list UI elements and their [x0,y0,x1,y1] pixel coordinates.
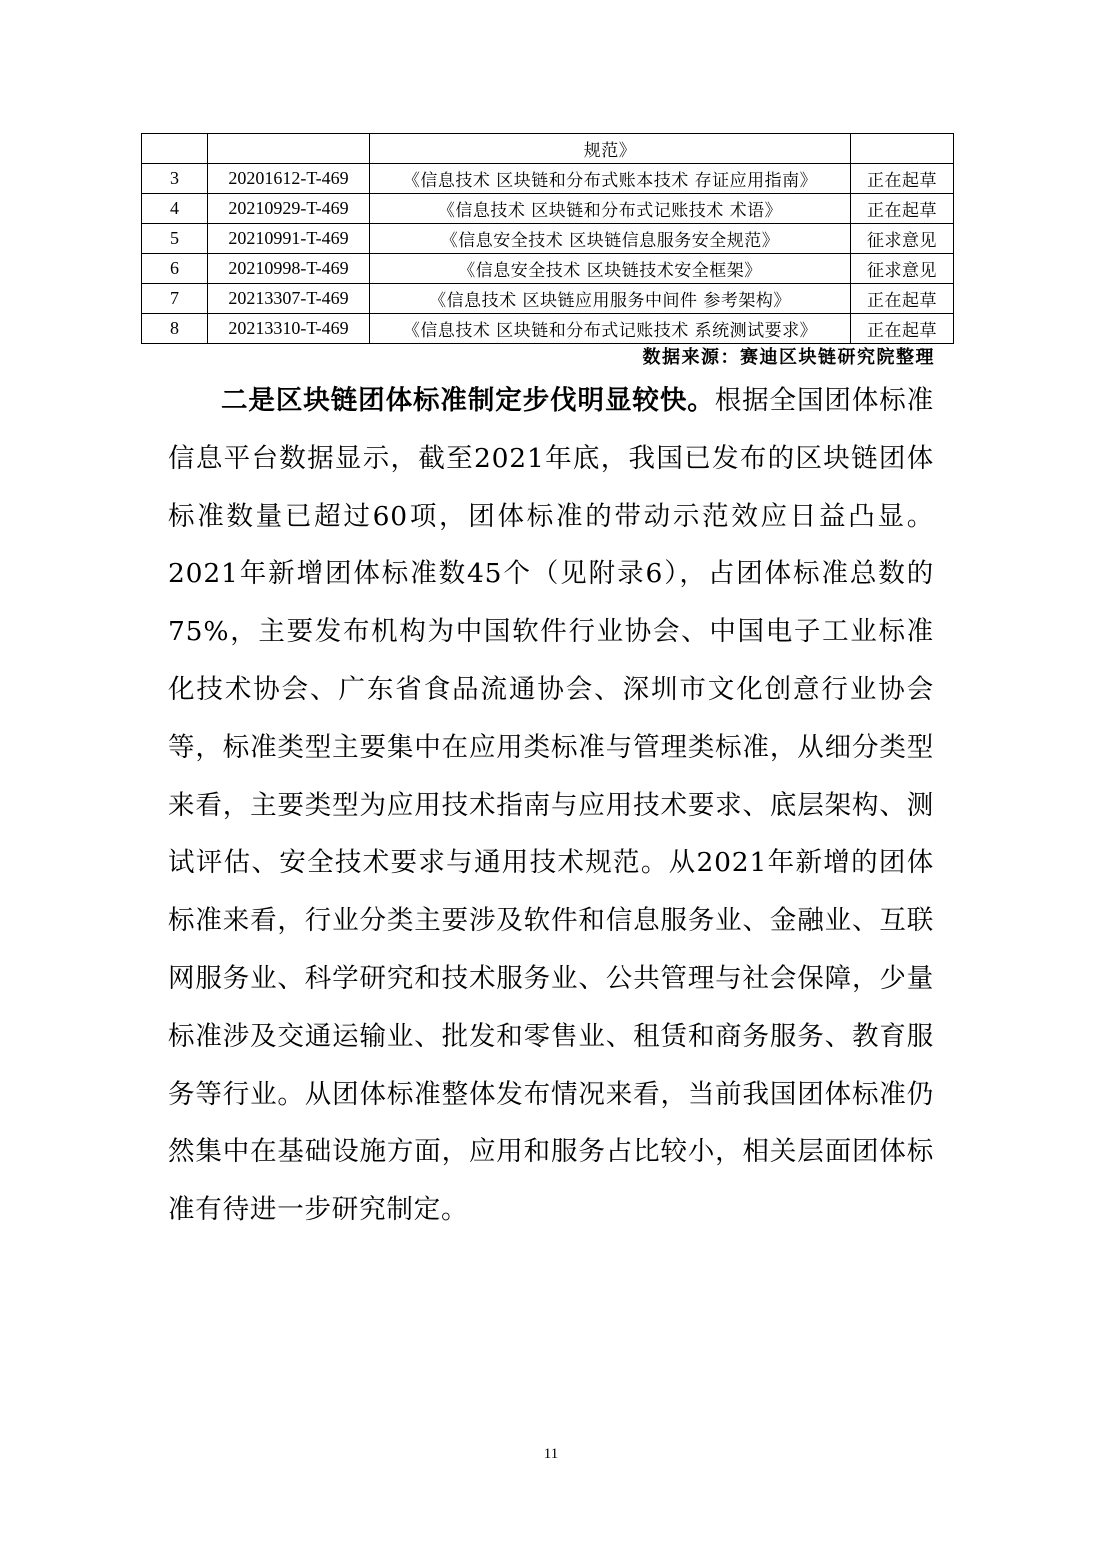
status: 正在起草 [851,194,954,224]
plan-code [208,134,370,164]
standards-table [141,133,954,344]
table-row [142,224,954,254]
standard-title: 《信息技术 区块链和分布式账本技术 存证应用指南》 [370,164,851,194]
standard-title: 《信息安全技术 区块链技术安全框架》 [370,254,851,284]
status: 正在起草 [851,284,954,314]
table-row [142,254,954,284]
plan-code: 20213310-T-469 [208,314,370,344]
standard-title: 《信息技术 区块链应用服务中间件 参考架构》 [370,284,851,314]
table-row [142,314,954,344]
standard-title: 《信息技术 区块链和分布式记账技术 系统测试要求》 [370,314,851,344]
plan-code: 20201612-T-469 [208,164,370,194]
data-source-note: 数据来源：赛迪区块链研究院整理 [642,347,935,368]
status: 征求意见 [851,254,954,284]
row-number: 7 [142,284,208,314]
standard-title: 规范》 [370,134,851,164]
row-number: 4 [142,194,208,224]
standard-title: 《信息安全技术 区块链信息服务安全规范》 [370,224,851,254]
standard-title: 《信息技术 区块链和分布式记账技术 术语》 [370,194,851,224]
table-row [142,284,954,314]
table-row [142,134,954,164]
status: 正在起草 [851,314,954,344]
row-number: 3 [142,164,208,194]
row-number [142,134,208,164]
status: 征求意见 [851,224,954,254]
body-paragraph [168,372,934,1239]
row-number: 8 [142,314,208,344]
paragraph-text: 根据全国团体标准信息平台数据显示，截至2021年底，我国已发布的区块链团体标准数量已超过60项，团体标准的带动示范效应日益凸显。2021年新增团体标准数45个（见附录6），占团体标准总数的75%，主要发布机构为中国软件行业协会、中国电子工业标准化技术协会、广东省食品流通协会、深圳市文化创意行业协会等，标准类型主要集中在应用类标准与管理类标准，从细分类型来看，主要类型为应用技术指南与应用技术要求、底层架构、测试评估、安全技术要求与通用技术规范。从2021年新增的团体标准来看，行业分类主要涉及软件和信息服务业、金融业、互联网服务业、科学研究和技术服务业、公共管理与社会保障，少量标准涉及交通运输业、批发和零售业、租赁和商务服务、教育服务等行业。从团体标准整体发布情况来看，当前我国团体标准仍然集中在基础设施方面，应用和服务占比较小，相关层面团体标准有待进一步研究制定。 [168,385,934,1226]
page-number: 11 [543,1446,559,1462]
paragraph-lead: 二是区块链团体标准制定步伐明显较快。 [221,385,715,416]
plan-code: 20210929-T-469 [208,194,370,224]
row-number: 6 [142,254,208,284]
table-row [142,194,954,224]
status: 正在起草 [851,164,954,194]
status [851,134,954,164]
plan-code: 20213307-T-469 [208,284,370,314]
table-row [142,164,954,194]
standards-table-body [142,134,954,344]
plan-code: 20210991-T-469 [208,224,370,254]
plan-code: 20210998-T-469 [208,254,370,284]
row-number: 5 [142,224,208,254]
